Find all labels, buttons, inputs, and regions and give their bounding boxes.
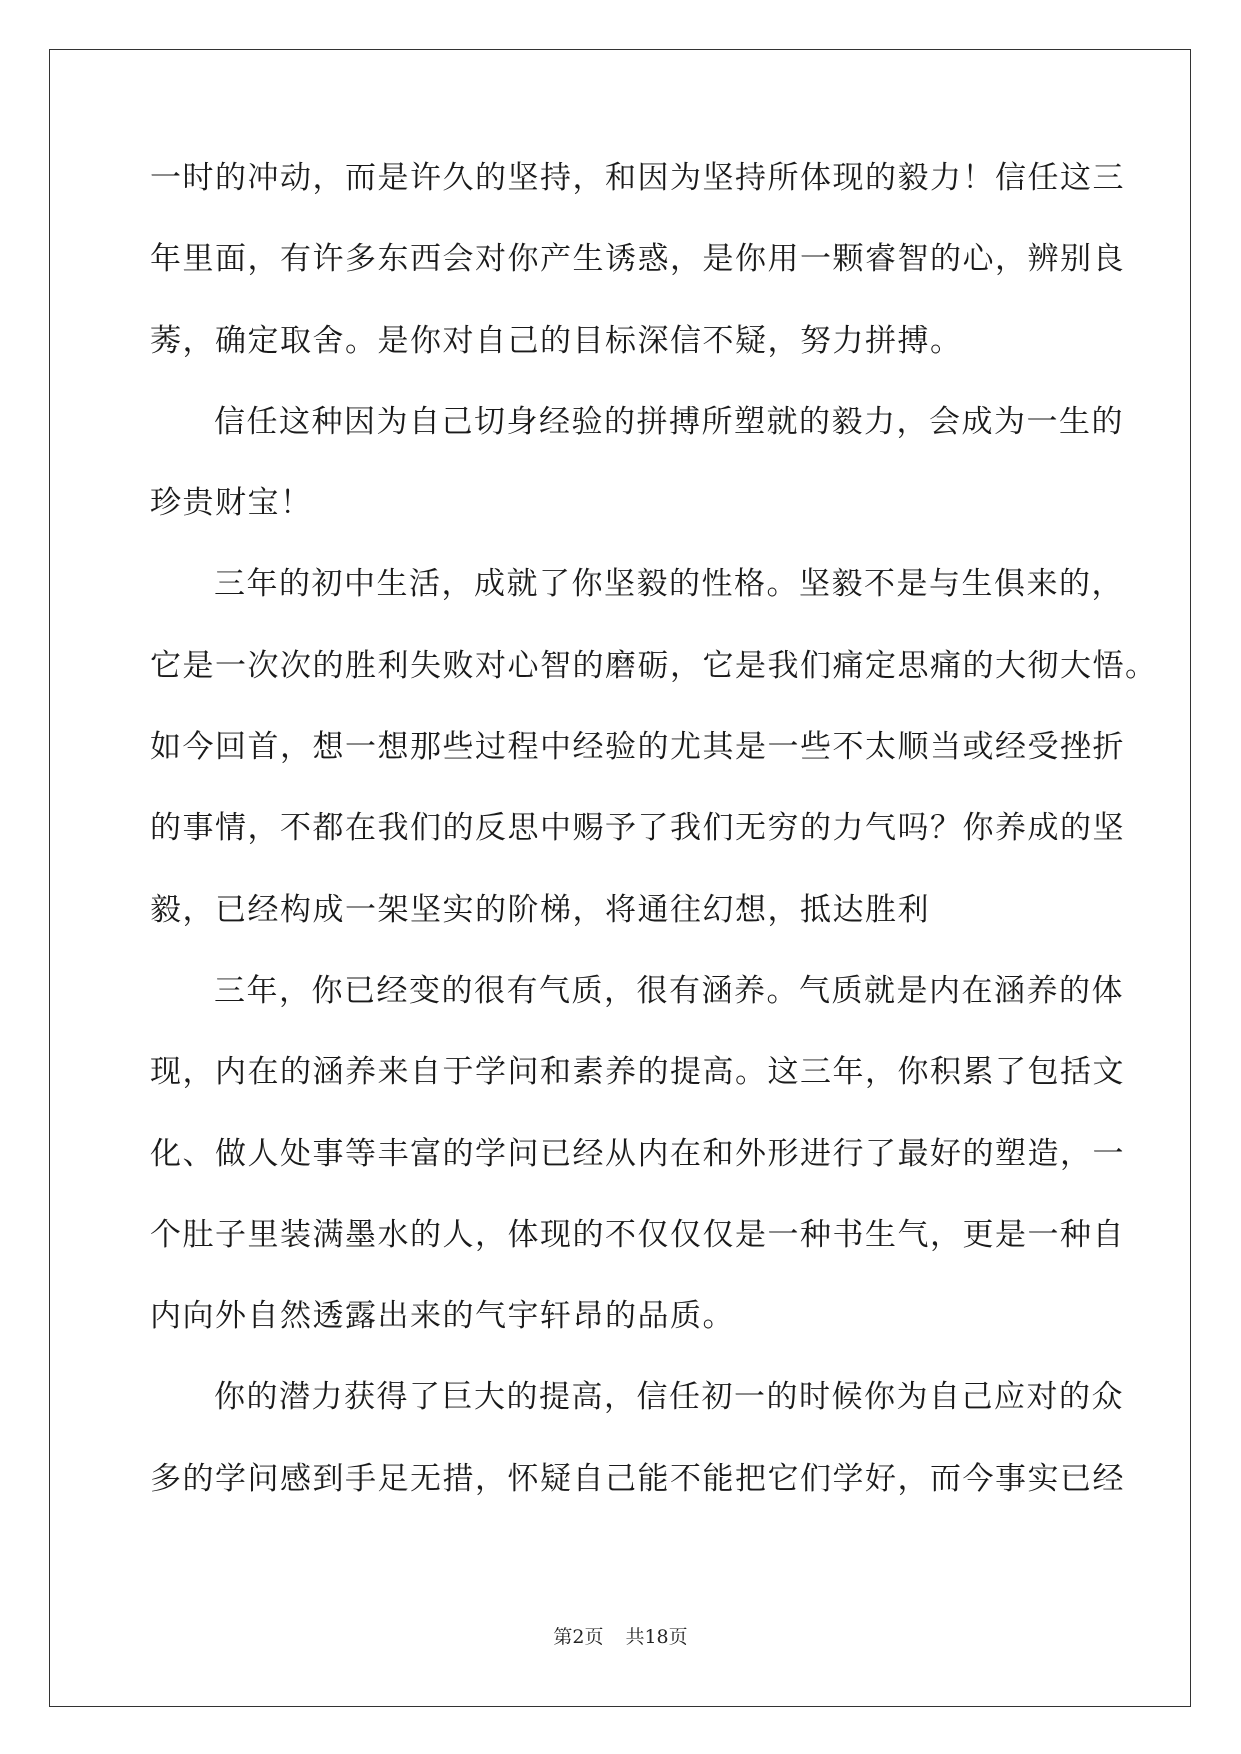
text-line: 化、做人处事等丰富的学问已经从内在和外形进行了最好的塑造，一 [150, 1135, 1125, 1172]
text-line: 如今回首，想一想那些过程中经验的尤其是一些不太顺当或经受挫折 [150, 729, 1125, 766]
text-line: 内向外自然透露出来的气宇轩昂的品质。 [150, 1298, 735, 1335]
text-line: 信任这种因为自己切身经验的拼搏所塑就的毅力，会成为一生的 [214, 403, 1124, 440]
text-line: 它是一次次的胜利失败对心智的磨砺，它是我们痛定思痛的大彻大悟。 [150, 647, 1158, 684]
text-line: 珍贵财宝！ [150, 485, 313, 522]
text-line: 一时的冲动，而是许久的坚持，和因为坚持所体现的毅力！信任这三 [150, 160, 1125, 196]
document-body [150, 158, 1158, 1540]
text-line: 个肚子里装满墨水的人，体现的不仅仅仅是一种书生气，更是一种自 [150, 1216, 1125, 1253]
text-line: 多的学问感到手足无措，怀疑自己能不能把它们学好，而今事实已经 [150, 1460, 1125, 1497]
page-total: 共18页 [625, 1626, 688, 1648]
text-line: 的事情，不都在我们的反思中赐予了我们无穷的力气吗？你养成的坚 [150, 810, 1125, 847]
text-line: 现，内在的涵养来自于学问和素养的提高。这三年，你积累了包括文 [150, 1054, 1125, 1091]
text-line: 三年的初中生活，成就了你坚毅的性格。坚毅不是与生俱来的， [214, 566, 1124, 603]
text-line: 三年，你已经变的很有气质，很有涵养。气质就是内在涵养的体 [214, 972, 1124, 1009]
text-line: 年里面，有许多东西会对你产生诱惑，是你用一颗睿智的心，辨别良 [150, 241, 1125, 278]
page-number: 第2页 [553, 1626, 604, 1648]
text-line: 毅，已经构成一架坚实的阶梯，将通往幻想，抵达胜利 [150, 891, 930, 928]
page-footer [0, 1625, 1241, 1649]
text-line: 你的潜力获得了巨大的提高，信任初一的时候你为自己应对的众 [214, 1379, 1124, 1416]
text-line: 莠，确定取舍。是你对自己的目标深信不疑，努力拼搏。 [150, 322, 963, 359]
